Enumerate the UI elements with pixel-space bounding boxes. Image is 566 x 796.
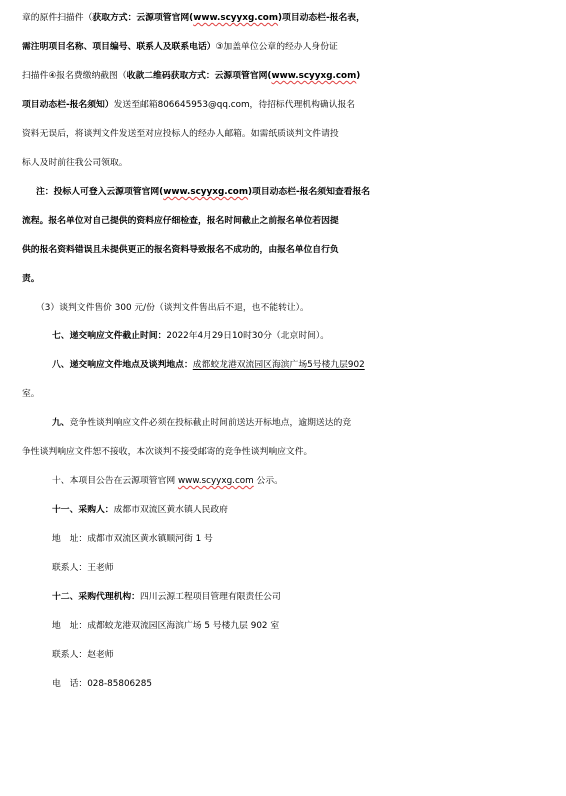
contact-value: 赵老师: [87, 650, 114, 660]
section-10: [52, 471, 566, 491]
text-bold: )项目动态栏-报名表，: [278, 13, 365, 23]
text-bold: )项目动态栏-报名须知查看报名: [248, 187, 371, 197]
purchaser-value: 成都市双流区黄水镇人民政府: [113, 505, 228, 515]
address-value: 成都蛟龙港双流园区海滨广场 5 号楼九层 902 室: [87, 621, 280, 631]
purchaser-contact: [52, 558, 566, 578]
section-9-line-2: 争性谈判响应文件恕不接收，本次谈判不接受邮寄的竞争性谈判响应文件。: [22, 447, 313, 457]
phone-value: 028-85806285: [87, 679, 152, 689]
website-link[interactable]: www.scyyxg.com: [177, 476, 254, 486]
contact-label: 联系人：: [52, 650, 88, 660]
website-link[interactable]: www.scyyxg.com: [271, 71, 357, 81]
note-line-4: 责。: [22, 274, 40, 284]
text-bold: 收款二维码获取方式：云源项管官网(: [126, 71, 272, 81]
agency-label: 十二、采购代理机构：: [52, 592, 140, 602]
section-9-label: 九、: [52, 418, 70, 428]
agency-phone: [52, 674, 566, 694]
note-line-1: [36, 182, 566, 202]
section-12: [52, 587, 566, 607]
section-8-label: 八、递交响应文件地点及谈判地点：: [52, 360, 193, 370]
registration-line-1: [22, 8, 566, 28]
section-7-value: 2022年4月29日10时30分（北京时间）。: [166, 331, 330, 341]
text-bold: 注：投标人可登入云源项管官网(: [36, 187, 164, 197]
agency-value: 四川云源工程项目管理有限责任公司: [139, 592, 281, 602]
text: 竞争性谈判响应文件必须在投标截止时间前送达开标地点，逾期送达的竞: [69, 418, 352, 428]
purchaser-label: 十一、采购人：: [52, 505, 114, 515]
text-bold: 需注明项目名称、项目编号、联系人及联系电话）: [22, 42, 216, 52]
website-link[interactable]: www.scyyxg.com: [163, 187, 249, 197]
section-9-line-1: [52, 413, 566, 433]
text: 章的原件扫描件（: [22, 13, 93, 23]
registration-line-6: 标人及时前往我公司领取。: [22, 158, 128, 168]
text: 十、本项目公告在云源项管官网: [52, 476, 178, 486]
text: 发送至邮箱806645953@qq.com，待招标代理机构确认报名: [113, 100, 356, 110]
phone-label: 电 话：: [52, 679, 88, 689]
note-line-3: 供的报名资料错误且未提供更正的报名资料导致报名不成功的，由报名单位自行负: [22, 245, 339, 255]
price-line: （3）谈判文件售价 300 元/份（谈判文件售出后不退，也不能转让）。: [36, 303, 309, 313]
text: 公示。: [253, 476, 283, 486]
registration-line-5: 资料无误后，将谈判文件发送至对应投标人的经办人邮箱。如需纸质谈判文件请投: [22, 129, 339, 139]
contact-value: 王老师: [87, 563, 114, 573]
website-link[interactable]: www.scyyxg.com: [193, 13, 279, 23]
text-bold: 获取方式：云源项管官网(: [92, 13, 194, 23]
text-bold: ): [356, 71, 361, 81]
registration-line-3: [22, 66, 566, 86]
section-8-tail: 室。: [22, 389, 40, 399]
text-bold: 项目动态栏-报名须知）: [22, 100, 114, 110]
address-label: 地 址：: [52, 621, 88, 631]
registration-line-2: [22, 37, 566, 57]
registration-line-4: [22, 95, 566, 115]
agency-address: [52, 616, 566, 636]
address-label: 地 址：: [52, 534, 88, 544]
section-7: [52, 326, 566, 346]
agency-contact: [52, 645, 566, 665]
section-8: [52, 355, 566, 375]
section-7-label: 七、递交响应文件截止时间：: [52, 331, 167, 341]
address-value: 成都市双流区黄水镇顺河街 1 号: [87, 534, 213, 544]
section-8-value: 成都蛟龙港双流园区海滨广场5号楼九层902: [192, 360, 365, 370]
contact-label: 联系人：: [52, 563, 88, 573]
note-line-2: 流程。报名单位对自己提供的资料应仔细检查，报名时间截止之前报名单位若因提: [22, 216, 339, 226]
purchaser-address: [52, 529, 566, 549]
section-11: [52, 500, 566, 520]
text: ③加盖单位公章的经办人身份证: [215, 42, 338, 52]
text: 扫描件④报名费缴纳截图（: [22, 71, 127, 81]
